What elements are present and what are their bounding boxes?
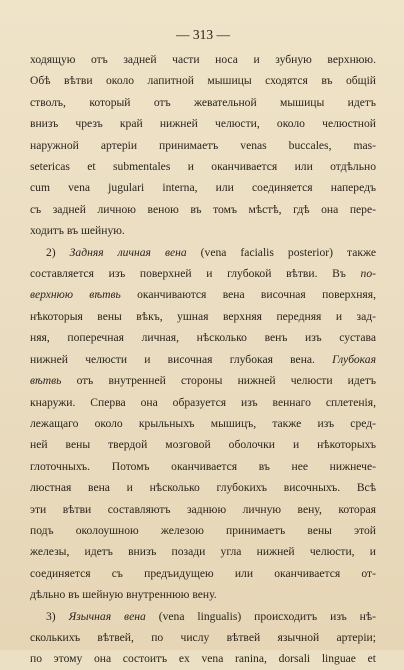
text-line: [30, 456, 376, 477]
text-segment: съ задней личною веною въ томъ мѣстѣ, гдѣ она пере-: [30, 202, 376, 216]
text-segment: ней вены твердой мозговой оболочки и нѣкоторыхъ: [30, 438, 376, 452]
italic-term: вѣтвь: [30, 374, 62, 388]
text-line: [30, 627, 376, 648]
italic-term: Язычная вена: [68, 609, 146, 623]
text-body: [30, 49, 376, 670]
text-segment: дѣльно въ шейную внутреннюю вену.: [30, 588, 217, 602]
text-line: [30, 199, 376, 220]
text-line: [30, 541, 376, 562]
text-segment: (vena facialis posterior) также: [186, 245, 376, 259]
text-line: [30, 520, 376, 541]
text-segment: железы, идетъ внизъ позади угла нижней челюсти, и: [30, 545, 376, 559]
text-segment: наружной артеріи принимаетъ venas buccales, mas-: [30, 138, 376, 152]
text-line: [30, 434, 376, 455]
text-segment: setericas et submentales и оканчивается или отдѣльно: [30, 160, 376, 174]
text-segment: нѣкоторыя вены вѣкъ, ушная верхняя передняя и зад-: [30, 309, 376, 323]
text-segment: сколькихъ вѣтвей, по числу вѣтвей язычной артеріи;: [30, 630, 376, 644]
text-line: [30, 306, 376, 327]
text-segment: люстная вена и нѣсколько глубокихъ височныхъ. Всѣ: [30, 481, 376, 495]
text-line: [30, 156, 376, 177]
text-segment: няя, поперечная личная, нѣсколько венъ изъ сустава: [30, 331, 376, 345]
text-line: [30, 284, 376, 305]
text-line: [30, 648, 376, 669]
text-line: [30, 135, 376, 156]
text-segment: внизъ чрезъ край нижней челюсти, около челюстной: [30, 117, 376, 131]
text-line: [30, 327, 376, 348]
text-line: [30, 584, 376, 605]
text-segment: (vena lingualis) происходитъ изъ нѣ-: [145, 609, 377, 623]
text-segment: по этому она состоитъ ex vena ranina, dorsali linguae et: [30, 652, 376, 666]
text-segment: лежащаго около крыльныхъ мышицъ, также изъ сред-: [30, 416, 376, 430]
text-line: [30, 370, 376, 391]
text-line: [30, 349, 376, 370]
text-line: [30, 477, 376, 498]
text-line: [30, 499, 376, 520]
text-segment: ходитъ въ шейную.: [30, 224, 125, 238]
text-segment: соединяется съ предъидущею или оканчивается от-: [30, 566, 376, 580]
text-segment: кнаружи. Сперва она образуется изъ веннаго сплетенія,: [30, 395, 376, 409]
text-segment: эти вѣтви составляютъ заднюю личную вену, которая: [30, 502, 376, 516]
text-line: [30, 113, 376, 134]
text-line: [30, 563, 376, 584]
text-segment: 3): [46, 609, 69, 623]
text-segment: 2): [46, 245, 70, 259]
text-segment: стволъ, который отъ жевательной мышицы идетъ: [30, 95, 376, 109]
text-line: [30, 92, 376, 113]
text-line: [30, 606, 376, 627]
text-segment: нижней челюсти и височная глубокая вена.: [30, 352, 333, 366]
text-segment: подъ околоушною железою принимаетъ вены этой: [30, 523, 376, 537]
text-line: [30, 177, 376, 198]
italic-term: Задняя личная вена: [69, 245, 187, 259]
text-segment: Обѣ вѣтви около лапитной мышицы сходятся въ общій: [30, 74, 376, 88]
italic-term: верхнюю вѣтвь: [30, 288, 121, 302]
text-segment: cum vena jugulari interna, или соединяется напередъ: [30, 181, 376, 195]
text-segment: ходящую отъ задней части носа и зубную верхнюю.: [30, 53, 376, 66]
text-line: [30, 263, 376, 284]
text-line: [30, 49, 376, 70]
text-segment: составляется изъ поверхней и глубокой вѣтви. Въ: [30, 267, 361, 281]
text-line: [30, 242, 376, 263]
text-line: [30, 70, 376, 91]
page-number: — 313 —: [176, 27, 230, 42]
text-line: [30, 220, 376, 241]
text-line: [30, 413, 376, 434]
italic-term: Глубокая: [332, 352, 376, 366]
italic-term: по-: [360, 267, 376, 281]
text-segment: оканчиваются вена височная поверхняя,: [120, 288, 376, 302]
text-line: [30, 392, 376, 413]
text-segment: глоточныхъ. Потомъ оканчивается въ нее нижнече-: [30, 459, 376, 473]
text-segment: отъ внутренней стороны нижней челюсти идетъ: [61, 374, 376, 388]
